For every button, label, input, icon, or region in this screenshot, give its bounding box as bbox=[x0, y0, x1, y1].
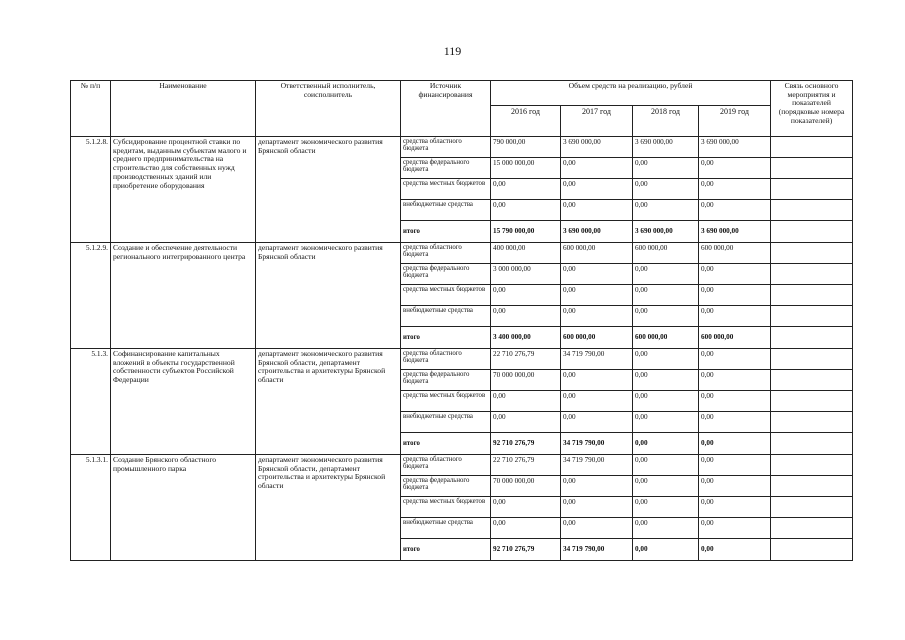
amount-cell: 0,00 bbox=[633, 412, 699, 433]
amount-cell: 0,00 bbox=[561, 518, 633, 539]
funding-source: средства федерального бюджета bbox=[401, 370, 491, 391]
amount-cell: 0,00 bbox=[491, 179, 561, 200]
amount-cell: 15 000 000,00 bbox=[491, 158, 561, 179]
indicator-link-cell bbox=[771, 327, 853, 349]
header-year-2018: 2018 год bbox=[633, 106, 699, 137]
indicator-link-cell bbox=[771, 264, 853, 285]
amount-cell: 0,00 bbox=[633, 306, 699, 327]
amount-cell: 0,00 bbox=[561, 285, 633, 306]
amount-cell: 0,00 bbox=[633, 497, 699, 518]
amount-cell: 0,00 bbox=[699, 539, 771, 561]
header-year-2016: 2016 год bbox=[491, 106, 561, 137]
amount-cell: 0,00 bbox=[561, 412, 633, 433]
indicator-link-cell bbox=[771, 497, 853, 518]
funding-source: итого bbox=[401, 433, 491, 455]
item-name: Создание Брянского областного промышленного парка bbox=[111, 455, 256, 561]
indicator-link-cell bbox=[771, 306, 853, 327]
amount-cell: 15 790 000,00 bbox=[491, 221, 561, 243]
amount-cell: 0,00 bbox=[633, 518, 699, 539]
table-body bbox=[71, 137, 853, 561]
amount-cell: 600 000,00 bbox=[633, 327, 699, 349]
amount-cell: 0,00 bbox=[699, 455, 771, 476]
funding-source: внебюджетные средства bbox=[401, 200, 491, 221]
item-number: 5.1.2.8. bbox=[71, 137, 111, 243]
amount-cell: 0,00 bbox=[699, 200, 771, 221]
amount-cell: 0,00 bbox=[561, 497, 633, 518]
amount-cell: 600 000,00 bbox=[561, 243, 633, 264]
amount-cell: 0,00 bbox=[561, 306, 633, 327]
funding-source: средства федерального бюджета bbox=[401, 476, 491, 497]
amount-cell: 600 000,00 bbox=[699, 243, 771, 264]
amount-cell: 0,00 bbox=[699, 370, 771, 391]
amount-cell: 0,00 bbox=[561, 200, 633, 221]
amount-cell: 3 690 000,00 bbox=[561, 221, 633, 243]
amount-cell: 34 719 790,00 bbox=[561, 539, 633, 561]
item-name: Создание и обеспечение деятельности регионального интегрированного центра bbox=[111, 243, 256, 349]
amount-cell: 0,00 bbox=[699, 306, 771, 327]
amount-cell: 0,00 bbox=[699, 476, 771, 497]
header-year-2019: 2019 год bbox=[699, 106, 771, 137]
funding-source: внебюджетные средства bbox=[401, 306, 491, 327]
indicator-link-cell bbox=[771, 391, 853, 412]
amount-cell: 3 690 000,00 bbox=[633, 221, 699, 243]
funding-source: средства федерального бюджета bbox=[401, 264, 491, 285]
amount-cell: 34 719 790,00 bbox=[561, 455, 633, 476]
indicator-link-cell bbox=[771, 137, 853, 158]
page-number: 119 bbox=[443, 44, 462, 58]
indicator-link-cell bbox=[771, 243, 853, 264]
amount-cell: 0,00 bbox=[633, 158, 699, 179]
amount-cell: 0,00 bbox=[633, 433, 699, 455]
table-row bbox=[71, 349, 853, 370]
amount-cell: 0,00 bbox=[699, 412, 771, 433]
amount-cell: 0,00 bbox=[561, 370, 633, 391]
item-name: Софинансирование капитальных вложений в объекты государственной собственности субъектов Российской Федерации bbox=[111, 349, 256, 455]
table-row bbox=[71, 243, 853, 264]
amount-cell: 0,00 bbox=[699, 391, 771, 412]
amount-cell: 0,00 bbox=[633, 264, 699, 285]
indicator-link-cell bbox=[771, 412, 853, 433]
amount-cell: 3 690 000,00 bbox=[699, 221, 771, 243]
amount-cell: 0,00 bbox=[633, 349, 699, 370]
amount-cell: 0,00 bbox=[491, 306, 561, 327]
amount-cell: 0,00 bbox=[699, 158, 771, 179]
funding-source: средства областного бюджета bbox=[401, 349, 491, 370]
funding-source: итого bbox=[401, 221, 491, 243]
amount-cell: 0,00 bbox=[491, 285, 561, 306]
amount-cell: 0,00 bbox=[699, 179, 771, 200]
amount-cell: 92 710 276,79 bbox=[491, 539, 561, 561]
header-executor: Ответственный исполнитель, соисполнитель bbox=[256, 81, 401, 137]
amount-cell: 600 000,00 bbox=[561, 327, 633, 349]
funding-source: итого bbox=[401, 327, 491, 349]
amount-cell: 0,00 bbox=[699, 433, 771, 455]
indicator-link-cell bbox=[771, 518, 853, 539]
indicator-link-cell bbox=[771, 158, 853, 179]
header-num: № п/п bbox=[71, 81, 111, 137]
item-executor: департамент экономического развития Брянской области, департамент строительства и архитектуры Брянской области bbox=[256, 455, 401, 561]
amount-cell: 22 710 276,79 bbox=[491, 349, 561, 370]
item-executor: департамент экономического развития Брянской области bbox=[256, 137, 401, 243]
indicator-link-cell bbox=[771, 455, 853, 476]
indicator-link-cell bbox=[771, 433, 853, 455]
funding-source: средства областного бюджета bbox=[401, 455, 491, 476]
funding-source: средства местных бюджетов bbox=[401, 179, 491, 200]
amount-cell: 0,00 bbox=[699, 264, 771, 285]
amount-cell: 0,00 bbox=[699, 285, 771, 306]
amount-cell: 70 000 000,00 bbox=[491, 476, 561, 497]
amount-cell: 0,00 bbox=[561, 391, 633, 412]
amount-cell: 0,00 bbox=[633, 455, 699, 476]
amount-cell: 3 400 000,00 bbox=[491, 327, 561, 349]
amount-cell: 0,00 bbox=[633, 539, 699, 561]
indicator-link-cell bbox=[771, 179, 853, 200]
funding-source: средства федерального бюджета bbox=[401, 158, 491, 179]
amount-cell: 0,00 bbox=[633, 370, 699, 391]
indicator-link-cell bbox=[771, 285, 853, 306]
amount-cell: 600 000,00 bbox=[633, 243, 699, 264]
amount-cell: 0,00 bbox=[491, 391, 561, 412]
amount-cell: 0,00 bbox=[633, 200, 699, 221]
header-link: Связь основного мероприятия и показателей (порядковые номера показателей) bbox=[771, 81, 853, 137]
amount-cell: 3 690 000,00 bbox=[633, 137, 699, 158]
amount-cell: 0,00 bbox=[633, 179, 699, 200]
header-source: Источник финансирования bbox=[401, 81, 491, 137]
amount-cell: 0,00 bbox=[491, 497, 561, 518]
funding-source: средства местных бюджетов bbox=[401, 391, 491, 412]
amount-cell: 3 690 000,00 bbox=[699, 137, 771, 158]
amount-cell: 0,00 bbox=[633, 391, 699, 412]
amount-cell: 400 000,00 bbox=[491, 243, 561, 264]
amount-cell: 92 710 276,79 bbox=[491, 433, 561, 455]
funding-source: средства местных бюджетов bbox=[401, 285, 491, 306]
indicator-link-cell bbox=[771, 349, 853, 370]
funding-source: итого bbox=[401, 539, 491, 561]
funding-source: средства областного бюджета bbox=[401, 137, 491, 158]
amount-cell: 0,00 bbox=[699, 497, 771, 518]
indicator-link-cell bbox=[771, 221, 853, 243]
indicator-link-cell bbox=[771, 370, 853, 391]
amount-cell: 22 710 276,79 bbox=[491, 455, 561, 476]
amount-cell: 0,00 bbox=[699, 518, 771, 539]
funding-source: внебюджетные средства bbox=[401, 518, 491, 539]
item-number: 5.1.3.1. bbox=[71, 455, 111, 561]
amount-cell: 0,00 bbox=[491, 518, 561, 539]
funding-source: средства областного бюджета bbox=[401, 243, 491, 264]
budget-table bbox=[70, 80, 853, 561]
header-name: Наименование bbox=[111, 81, 256, 137]
amount-cell: 0,00 bbox=[491, 412, 561, 433]
item-number: 5.1.3. bbox=[71, 349, 111, 455]
amount-cell: 3 690 000,00 bbox=[561, 137, 633, 158]
amount-cell: 600 000,00 bbox=[699, 327, 771, 349]
item-executor: департамент экономического развития Брянской области, департамент строительства и архитектуры Брянской области bbox=[256, 349, 401, 455]
amount-cell: 0,00 bbox=[633, 476, 699, 497]
table-row bbox=[71, 455, 853, 476]
indicator-link-cell bbox=[771, 476, 853, 497]
table-row bbox=[71, 137, 853, 158]
header-year-2017: 2017 год bbox=[561, 106, 633, 137]
amount-cell: 34 719 790,00 bbox=[561, 349, 633, 370]
amount-cell: 0,00 bbox=[561, 158, 633, 179]
amount-cell: 0,00 bbox=[561, 179, 633, 200]
amount-cell: 0,00 bbox=[633, 285, 699, 306]
amount-cell: 3 000 000,00 bbox=[491, 264, 561, 285]
funding-source: средства местных бюджетов bbox=[401, 497, 491, 518]
amount-cell: 0,00 bbox=[561, 264, 633, 285]
header-volume: Объем средств на реализацию, рублей bbox=[491, 81, 771, 106]
amount-cell: 0,00 bbox=[699, 349, 771, 370]
amount-cell: 70 000 000,00 bbox=[491, 370, 561, 391]
amount-cell: 790 000,00 bbox=[491, 137, 561, 158]
indicator-link-cell bbox=[771, 200, 853, 221]
item-executor: департамент экономического развития Брянской области bbox=[256, 243, 401, 349]
item-number: 5.1.2.9. bbox=[71, 243, 111, 349]
item-name: Субсидирование процентной ставки по кредитам, выданным субъектам малого и среднего предпринимательства на строительство для собственных нужд производственных зданий или приобретение оборудования bbox=[111, 137, 256, 243]
amount-cell: 0,00 bbox=[491, 200, 561, 221]
funding-source: внебюджетные средства bbox=[401, 412, 491, 433]
amount-cell: 34 719 790,00 bbox=[561, 433, 633, 455]
indicator-link-cell bbox=[771, 539, 853, 561]
amount-cell: 0,00 bbox=[561, 476, 633, 497]
